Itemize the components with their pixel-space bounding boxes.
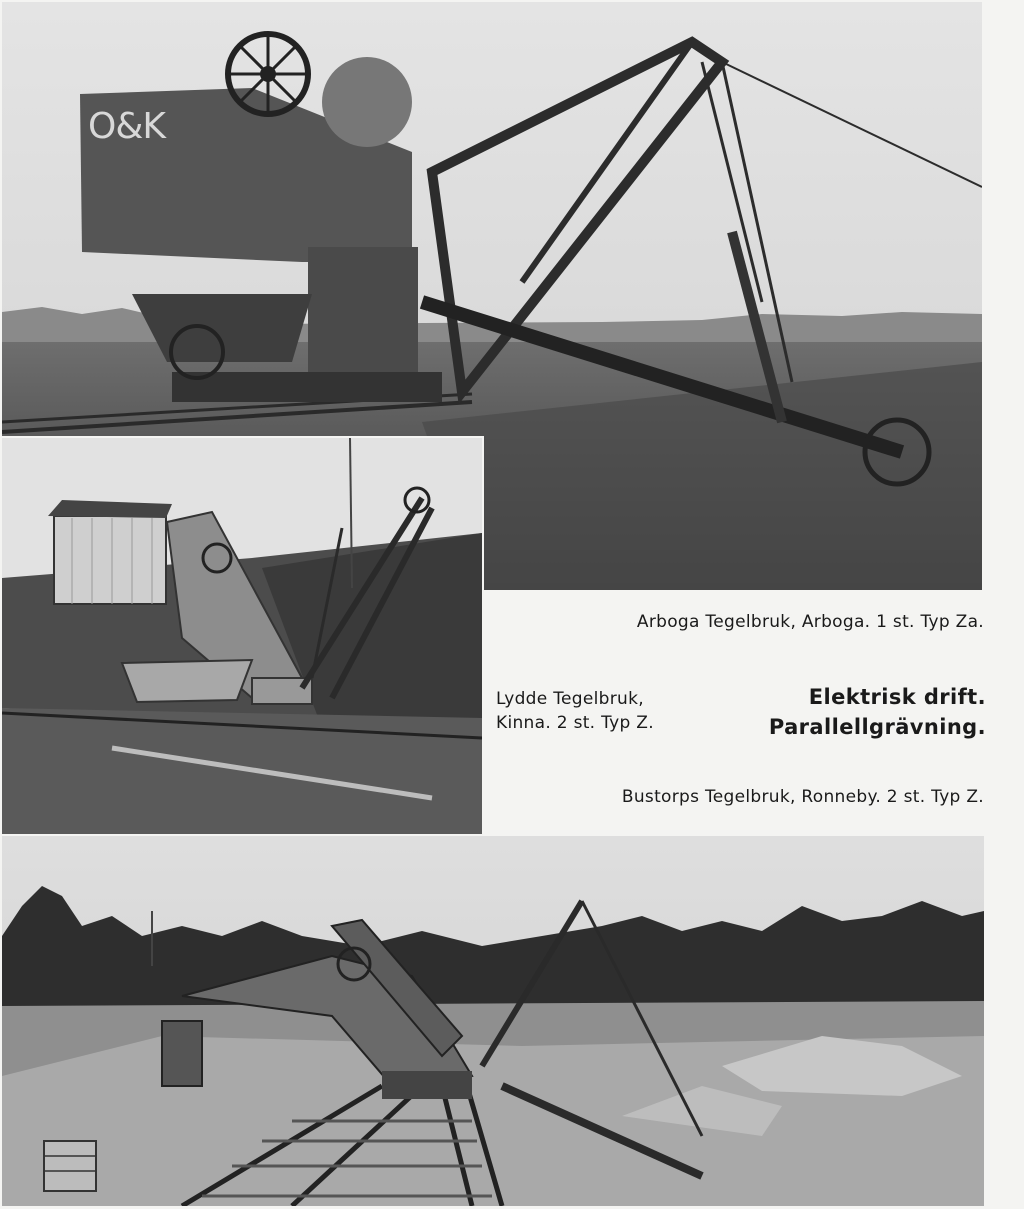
caption-lydde-line2: Kinna. 2 st. Typ Z. (496, 713, 654, 733)
caption-lydde-line1: Lydde Tegelbruk, (496, 689, 644, 709)
logo-text: O&K (88, 106, 166, 147)
photo-bustorps-excavator (2, 836, 984, 1206)
feature-electric-drive: Elektrisk drift. (808, 685, 986, 709)
feature-parallel-digging: Parallellgrävning. (768, 715, 986, 739)
photo-lydde-excavator (2, 436, 484, 834)
caption-arboga: Arboga Tegelbruk, Arboga. 1 st. Typ Za. (636, 612, 984, 632)
caption-bustorps: Bustorps Tegelbruk, Ronneby. 2 st. Typ Z. (621, 787, 984, 807)
